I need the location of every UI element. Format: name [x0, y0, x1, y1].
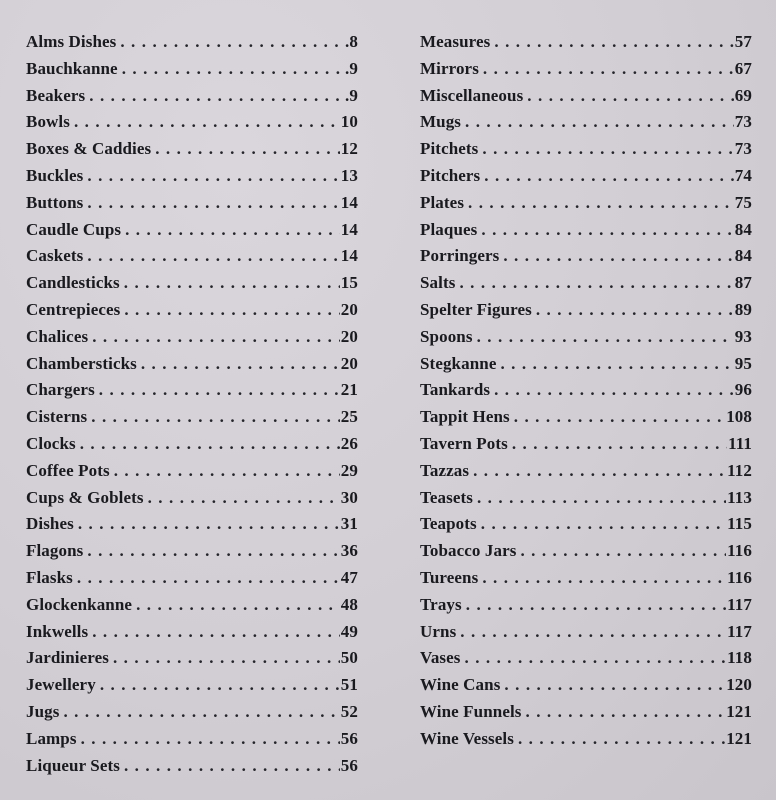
entry-name: Wine Vessels	[420, 728, 514, 748]
index-entry	[420, 380, 752, 407]
entry-page-number: 112	[727, 460, 752, 480]
index-entry	[26, 648, 358, 675]
dot-leader	[122, 59, 344, 79]
dot-leader	[125, 220, 340, 240]
entry-name: Cups & Goblets	[26, 487, 144, 507]
index-entry	[26, 246, 358, 273]
entry-page-number: 69	[734, 85, 752, 105]
index-entry	[420, 273, 752, 300]
dot-leader	[504, 675, 725, 695]
dot-leader	[81, 729, 340, 749]
index-entry	[26, 568, 358, 595]
index-entry	[26, 300, 358, 327]
index-entry	[26, 112, 358, 139]
entry-name: Miscellaneous	[420, 85, 524, 105]
entry-page-number: .9	[345, 58, 358, 78]
entry-page-number: 115	[727, 514, 752, 534]
entry-name: Urns	[420, 621, 457, 641]
index-entry	[420, 354, 752, 381]
entry-page-number: 20	[340, 353, 358, 373]
entry-name: Wine Cans	[420, 675, 501, 695]
index-entry	[26, 595, 358, 622]
entry-name: Caudle Cups	[26, 219, 122, 239]
entry-page-number: 14	[340, 246, 358, 266]
dot-leader	[124, 273, 340, 293]
dot-leader	[484, 166, 734, 186]
dot-leader	[92, 622, 340, 642]
dot-leader	[155, 139, 340, 159]
index-entry	[420, 675, 752, 702]
dot-leader	[141, 354, 340, 374]
index-entry	[26, 380, 358, 407]
dot-leader	[460, 622, 726, 642]
dot-leader	[494, 380, 734, 400]
entry-name: Mugs	[420, 112, 462, 132]
entry-name: Measures	[420, 32, 491, 51]
index-entry	[26, 461, 358, 488]
dot-leader	[87, 193, 339, 213]
entry-page-number: 116	[727, 567, 752, 587]
dot-leader	[482, 139, 733, 159]
entry-page-number: 56	[340, 728, 358, 748]
dot-leader	[63, 702, 339, 722]
dot-leader	[114, 461, 340, 481]
index-entry	[420, 702, 752, 729]
dot-leader	[481, 514, 726, 534]
dot-leader	[100, 675, 340, 695]
index-entry	[26, 86, 358, 113]
entry-page-number: 117	[727, 621, 752, 641]
dot-leader	[92, 327, 340, 347]
entry-page-number: 25	[340, 407, 358, 427]
dot-leader	[468, 193, 734, 213]
dot-leader	[500, 354, 733, 374]
entry-page-number: 118	[727, 648, 752, 668]
dot-leader	[124, 300, 339, 320]
entry-name: Plaques	[420, 219, 478, 239]
entry-page-number: 14	[340, 192, 358, 212]
dot-leader	[520, 541, 726, 561]
entry-page-number: .9	[345, 85, 358, 105]
index-entry	[420, 648, 752, 675]
entry-page-number: 13	[340, 165, 358, 185]
entry-name: Salts	[420, 273, 456, 293]
entry-page-number: 113	[727, 487, 752, 507]
entry-name: Pitchers	[420, 165, 481, 185]
dot-leader	[120, 32, 344, 52]
entry-name: Bowls	[26, 112, 70, 132]
entry-page-number: 89	[734, 299, 752, 319]
entry-name: Coffee Pots	[26, 460, 110, 480]
entry-page-number: 20	[340, 326, 358, 346]
dot-leader	[89, 86, 344, 106]
index-entry	[26, 354, 358, 381]
index-entry	[420, 622, 752, 649]
dot-leader	[80, 434, 340, 454]
index-entry	[26, 756, 358, 783]
entry-page-number: 96	[734, 380, 752, 400]
entry-name: Tobacco Jars	[420, 541, 517, 561]
index-entry	[26, 32, 358, 59]
dot-leader	[481, 220, 733, 240]
entry-page-number: 120	[726, 675, 752, 695]
entry-name: Teapots	[420, 514, 477, 534]
entry-name: Chargers	[26, 380, 95, 400]
index-entry	[26, 675, 358, 702]
entry-name: Wine Funnels	[420, 701, 522, 721]
entry-name: Centrepieces	[26, 299, 121, 319]
entry-page-number: 121	[726, 701, 752, 721]
entry-page-number: 116	[727, 541, 752, 561]
entry-name: Alms Dishes	[26, 32, 117, 51]
index-entry	[420, 300, 752, 327]
entry-page-number: 29	[340, 460, 358, 480]
entry-name: Beakers	[26, 85, 86, 105]
entry-name: Candlesticks	[26, 273, 120, 293]
dot-leader	[527, 86, 734, 106]
entry-page-number: 20	[340, 299, 358, 319]
entry-page-number: 84	[734, 219, 752, 239]
index-column-left	[26, 32, 358, 782]
index-entry	[420, 407, 752, 434]
entry-name: Tureens	[420, 567, 479, 587]
dot-leader	[148, 488, 340, 508]
entry-name: Lamps	[26, 728, 77, 748]
entry-page-number: 10	[340, 112, 358, 132]
index-entry	[26, 139, 358, 166]
entry-page-number: 56	[340, 755, 358, 775]
entry-page-number: 73	[734, 139, 752, 159]
entry-page-number: 74	[734, 165, 752, 185]
index-entry	[420, 568, 752, 595]
dot-leader	[74, 112, 340, 132]
entry-page-number: 84	[734, 246, 752, 266]
entry-name: Chambersticks	[26, 353, 137, 373]
dot-leader	[503, 246, 733, 266]
entry-page-number: 50	[340, 648, 358, 668]
index-entry	[26, 327, 358, 354]
index-entry	[420, 488, 752, 515]
index-entry	[26, 488, 358, 515]
entry-name: Plates	[420, 192, 465, 212]
index-entry	[420, 434, 752, 461]
dot-leader	[483, 59, 734, 79]
index-entry	[420, 139, 752, 166]
index-entry	[420, 595, 752, 622]
index-entry	[420, 112, 752, 139]
index-entry	[26, 59, 358, 86]
entry-name: Tavern Pots	[420, 433, 508, 453]
index-entry	[26, 407, 358, 434]
entry-page-number: 26	[340, 433, 358, 453]
dot-leader	[87, 541, 339, 561]
index-entry	[420, 86, 752, 113]
entry-name: Porringers	[420, 246, 500, 266]
entry-page-number: 48	[340, 594, 358, 614]
entry-page-number: 31	[340, 514, 358, 534]
index-entry	[420, 246, 752, 273]
dot-leader	[514, 407, 725, 427]
entry-page-number: 111	[728, 433, 752, 453]
dot-leader	[136, 595, 340, 615]
index-entry	[26, 622, 358, 649]
dot-leader	[466, 595, 726, 615]
index-entry	[420, 59, 752, 86]
index-entry	[420, 541, 752, 568]
index-entry	[26, 434, 358, 461]
entry-page-number: 12	[340, 139, 358, 159]
index-column-right	[420, 32, 752, 756]
entry-name: Clocks	[26, 433, 76, 453]
index-entry	[26, 166, 358, 193]
entry-page-number: 14	[340, 219, 358, 239]
entry-name: Tazzas	[420, 460, 470, 480]
entry-name: Flasks	[26, 567, 73, 587]
entry-name: Spelter Figures	[420, 299, 532, 319]
dot-leader	[518, 729, 725, 749]
index-entry	[420, 166, 752, 193]
index-entry	[26, 220, 358, 247]
dot-leader	[465, 112, 734, 132]
entry-page-number: 21	[340, 380, 358, 400]
dot-leader	[482, 568, 726, 588]
index-entry	[420, 327, 752, 354]
dot-leader	[526, 702, 726, 722]
dot-leader	[77, 568, 340, 588]
entry-name: Buttons	[26, 192, 84, 212]
index-entry	[420, 220, 752, 247]
entry-page-number: 15	[340, 273, 358, 293]
entry-name: Trays	[420, 594, 462, 614]
entry-name: Tankards	[420, 380, 491, 400]
entry-name: Caskets	[26, 246, 84, 266]
entry-page-number: 75	[734, 192, 752, 212]
entry-name: Inkwells	[26, 621, 89, 641]
dot-leader	[477, 327, 734, 347]
entry-name: Mirrors	[420, 58, 479, 78]
entry-page-number: 73	[734, 112, 752, 132]
dot-leader	[113, 648, 340, 668]
dot-leader	[465, 648, 727, 668]
index-entry	[26, 514, 358, 541]
dot-leader	[512, 434, 727, 454]
entry-page-number: 108	[726, 407, 752, 427]
dot-leader	[459, 273, 733, 293]
entry-name: Dishes	[26, 514, 74, 534]
dot-leader	[87, 246, 339, 266]
entry-name: Jugs	[26, 701, 60, 721]
entry-name: Spoons	[420, 326, 473, 346]
entry-page-number: 49	[340, 621, 358, 641]
entry-name: Bauchkanne	[26, 58, 118, 78]
entry-page-number: .8	[345, 32, 358, 51]
entry-page-number: 36	[340, 541, 358, 561]
entry-name: Jardinieres	[26, 648, 109, 668]
entry-page-number: 67	[734, 58, 752, 78]
dot-leader	[87, 166, 339, 186]
index-entry	[26, 702, 358, 729]
index-entry	[26, 273, 358, 300]
entry-name: Liqueur Sets	[26, 755, 120, 775]
entry-name: Pitchets	[420, 139, 479, 159]
entry-name: Teasets	[420, 487, 473, 507]
dot-leader	[124, 756, 340, 776]
entry-name: Stegkanne	[420, 353, 497, 373]
dot-leader	[91, 407, 340, 427]
index-entry	[420, 461, 752, 488]
entry-page-number: 87	[734, 273, 752, 293]
dot-leader	[477, 488, 726, 508]
entry-name: Tappit Hens	[420, 407, 510, 427]
entry-name: Buckles	[26, 165, 84, 185]
index-entry	[420, 729, 752, 756]
entry-name: Boxes & Caddies	[26, 139, 152, 159]
index-entry	[26, 729, 358, 756]
entry-name: Vases	[420, 648, 461, 668]
index-entry	[26, 193, 358, 220]
index-entry	[420, 514, 752, 541]
entry-name: Chalices	[26, 326, 89, 346]
dot-leader	[99, 380, 340, 400]
entry-page-number: 95	[734, 353, 752, 373]
entry-page-number: 30	[340, 487, 358, 507]
entry-page-number: 121	[726, 728, 752, 748]
entry-name: Cisterns	[26, 407, 88, 427]
dot-leader	[473, 461, 726, 481]
index-entry	[26, 541, 358, 568]
entry-page-number: 117	[727, 594, 752, 614]
entry-page-number: 57	[734, 32, 752, 51]
entry-page-number: 52	[340, 701, 358, 721]
index-entry	[420, 193, 752, 220]
entry-name: Jewellery	[26, 675, 96, 695]
entry-name: Glockenkanne	[26, 594, 133, 614]
entry-page-number: 47	[340, 567, 358, 587]
entry-name: Flagons	[26, 541, 84, 561]
dot-leader	[78, 514, 340, 534]
dot-leader	[494, 32, 733, 52]
dot-leader	[536, 300, 734, 320]
index-entry	[420, 32, 752, 59]
entry-page-number: 93	[734, 326, 752, 346]
entry-page-number: 51	[340, 675, 358, 695]
